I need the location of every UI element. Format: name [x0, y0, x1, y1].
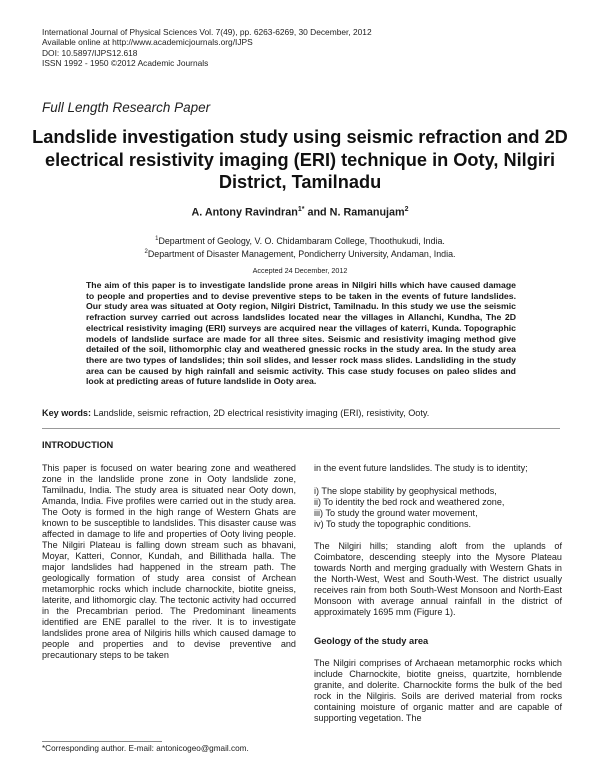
- abstract: The aim of this paper is to investigate landslide prone areas in Nilgiri hills which have caused damage to people and properties and to devise preventive steps to be taken in the events of future landslides. Our study area was situated at Ooty region, Nilgiri District, Tamilnadu. In this study we use the seismic refraction survey carried out across landslides located near the villages in Allanchi, Kundha, The 2D electrical resistivity imaging (ERI) surveys are acquired near the villages of katerri, Kunda. Topographic models of landslide surface are made for all three sites. Seismic and resistivity imaging method give detailed of the soil, lithomorphic clay and weathered gnessic rocks in the study area. In the study area there are two types of landslides; thin soil slides, and lesser rock mass slides. Landsliding in the study area can be caused by high rainfall and seismic activity. This case study focuses on paleo slides and look at predicting areas of future landslide in Ooty area.: [86, 280, 516, 387]
- list-item: iv) To study the topographic conditions.: [314, 519, 472, 529]
- affiliation-1: $^1$Department of Geology, V. O. Chidambaram College, Thoothukudi, India.: [155, 235, 445, 246]
- journal-citation: International Journal of Physical Sciences Vol. 7(49), pp. 6263-6269, 30 December, 2012: [42, 27, 372, 37]
- geology-text: The Nilgiri comprises of Archaean metamorphic rocks which include Charnockite, biotite gneiss, quartzite, hornblende granite, and dolerite. Charnockite forms the bulk of the bed rock in the Nilgiris. Soils are derived material from rocks containing moisture of organic matter and are capable of supporting vegetation. The: [314, 658, 562, 723]
- affiliations: [30, 234, 570, 260]
- section-divider: [42, 428, 560, 429]
- author-2-marker: 2: [404, 206, 409, 213]
- corresponding-author-footnote: *Corresponding author. E-mail: antonicogeo@gmail.com.: [42, 744, 249, 753]
- objectives-list: [314, 486, 562, 530]
- author-1: A. Antony Ravindran: [191, 206, 298, 219]
- paper-title: Landslide investigation study using seismic refraction and 2D electrical resistivity imaging (ERI) technique in Ooty, Nilgiri District, Tamilnadu: [32, 127, 568, 192]
- introduction-left-column: This paper is focused on water bearing zone and weathered zone in the landslide prone zone in Ooty landslide zone, Tamilnadu, India. The study area is situated near Ooty down, Amanda, India. Five profiles were carried out in the study area. The Ooty is formed in the high range of Western Ghats are known to be susceptible to landslides. This disaster cause was affected in damage to life and properties of Ooty living people. The Nilgiri Plateau is falling down stream such as bhavani, Moyar, Katteri, Connor, Kundah, and Billithada halla. The major landslides had happened in the stream path. The geologically formation of study area consist of Archean metamorphic rocks which include charnockite, biotite gneiss, laterite, and lithomorgic clay. The tectonic activity had occurred in the Precambrian period. The Predominant lineaments identified are ENE parallel to the river. It is to investigate landslides prone area of Nilgiris hills which caused damage to people and properties and to devise preventive and precautionary steps to be taken: [42, 463, 296, 660]
- keywords-label: Key words:: [42, 408, 92, 418]
- accepted-date: Accepted 24 December, 2012: [252, 266, 348, 275]
- paper-type: Full Length Research Paper: [42, 100, 211, 115]
- list-item: ii) To identity the bed rock and weathered zone,: [314, 497, 505, 507]
- introduction-right-intro: in the event future landslides. The study is to identity;: [314, 463, 528, 473]
- author-2: N. Ramanujam: [329, 206, 405, 219]
- geology-heading: Geology of the study area: [314, 636, 429, 646]
- affiliation-2: $^2$Department of Disaster Management, Pondicherry University, Andaman, India.: [144, 248, 456, 259]
- author-conjunction: and: [304, 206, 330, 219]
- footnote-rule: [42, 741, 162, 742]
- journal-doi: DOI: 10.5897/IJPS12.618: [42, 47, 138, 58]
- list-item: i) The slope stability by geophysical methods,: [314, 486, 497, 496]
- keywords-text: Landslide, seismic refraction, 2D electrical resistivity imaging (ERI), resistivity, Ooty.: [91, 408, 430, 418]
- introduction-heading: INTRODUCTION: [42, 440, 114, 450]
- journal-issn: ISSN 1992 - 1950 ©2012 Academic Journals: [42, 58, 209, 69]
- journal-header: [42, 27, 372, 69]
- list-item: iii) To study the ground water movement,: [314, 508, 478, 518]
- author-list: [30, 206, 570, 219]
- author-1-marker: 1*: [297, 206, 305, 213]
- keywords: [42, 408, 562, 419]
- introduction-paragraph-2: The Nilgiri hills; standing aloft from the uplands of Coimbatore, descending steeply into the Mysore Plateau towards North and merging gradually with Western Ghats in the North-West, West and South-West. The district usually receives rain from both South-West Monsoon and North-East Monsoon with average annual rainfall in the district of approximately 1695 mm (Figure 1).: [314, 541, 562, 617]
- journal-online-url: Available online at http://www.academicjournals.org/IJPS: [42, 37, 253, 48]
